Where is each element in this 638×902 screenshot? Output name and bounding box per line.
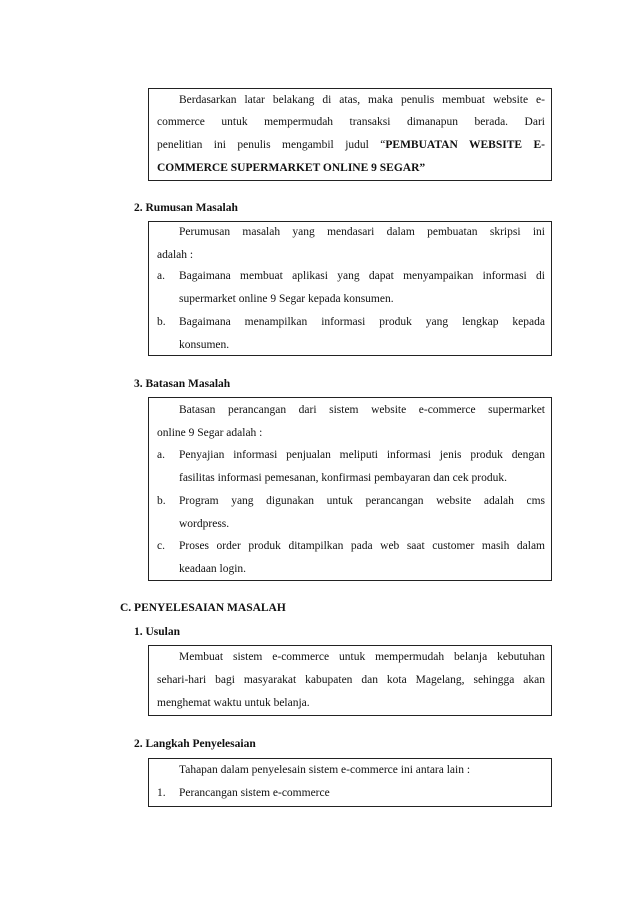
rumusan-item-a xyxy=(157,268,545,284)
batasan-box xyxy=(148,397,552,581)
usulan-box xyxy=(148,645,552,716)
batasan-item-c xyxy=(157,538,545,554)
list-marker: b. xyxy=(157,495,166,507)
batasan-item-a-cont xyxy=(157,470,545,486)
usulan-heading: 1. Usulan xyxy=(134,626,181,638)
rumusan-heading: 2. Rumusan Masalah xyxy=(134,202,238,214)
batasan-item-a xyxy=(157,447,545,463)
list-item-text: Proses order produk ditampilkan pada web saat customer masih dalam xyxy=(179,540,545,552)
rumusan-item-a-cont xyxy=(157,291,545,307)
latar-line-2: commerce untuk mempermudah transaksi dimanapun berada. Dari xyxy=(157,116,545,128)
rumusan-line-2: adalah : xyxy=(157,249,194,261)
list-marker: b. xyxy=(157,316,166,328)
list-item-text: Perancangan sistem e-commerce xyxy=(179,787,330,799)
batasan-heading: 3. Batasan Masalah xyxy=(134,378,231,390)
langkah-box xyxy=(148,758,552,807)
rumusan-line-1: Perumusan masalah yang mendasari dalam pembuatan skripsi ini xyxy=(179,226,545,238)
rumusan-item-b-cont xyxy=(157,337,545,353)
latar-belakang-box xyxy=(148,88,552,181)
rumusan-item-b xyxy=(157,314,545,330)
rumusan-box xyxy=(148,221,552,356)
batasan-line-1: Batasan perancangan dari sistem website e-commerce supermarket xyxy=(179,404,545,416)
batasan-item-b xyxy=(157,493,545,509)
latar-line-3-text: penelitian ini penulis mengambil judul “ xyxy=(157,139,386,151)
latar-line-3 xyxy=(157,137,545,153)
batasan-item-b-cont xyxy=(157,516,545,532)
usulan-line-3: menghemat waktu untuk belanja. xyxy=(157,697,310,709)
list-marker: a. xyxy=(157,270,165,282)
latar-title-part-2: COMMERCE SUPERMARKET ONLINE 9 SEGAR” xyxy=(157,162,426,174)
list-item-text: Bagaimana menampilkan informasi produk yang lengkap kepada xyxy=(179,316,545,328)
list-marker: c. xyxy=(157,540,165,552)
list-item-text: fasilitas informasi pemesanan, konfirmasi pembayaran dan cek produk. xyxy=(179,472,507,484)
langkah-line-1: Tahapan dalam penyelesain sistem e-commerce ini antara lain : xyxy=(179,764,471,776)
section-c-heading: C. PENYELESAIAN MASALAH xyxy=(120,602,286,614)
langkah-item-1 xyxy=(157,785,545,801)
list-item-text: supermarket online 9 Segar kepada konsumen. xyxy=(179,293,394,305)
latar-line-4 xyxy=(157,160,545,176)
langkah-heading: 2. Langkah Penyelesaian xyxy=(134,738,256,750)
list-item-text: Bagaimana membuat aplikasi yang dapat menyampaikan informasi di xyxy=(179,270,545,282)
list-item-text: wordpress. xyxy=(179,518,230,530)
usulan-line-2: sehari-hari bagi masyarakat kabupaten dan kota Magelang, sehingga akan xyxy=(157,674,545,686)
list-item-text: Program yang digunakan untuk perancangan website adalah cms xyxy=(179,495,545,507)
latar-line-1: Berdasarkan latar belakang di atas, maka penulis membuat website e- xyxy=(179,94,545,106)
list-item-text: Penyajian informasi penjualan meliputi informasi jenis produk dengan xyxy=(179,449,545,461)
latar-title-part-1: PEMBUATAN WEBSITE E- xyxy=(385,139,545,151)
usulan-line-1: Membuat sistem e-commerce untuk mempermudah belanja kebutuhan xyxy=(179,651,545,663)
batasan-line-2: online 9 Segar adalah : xyxy=(157,427,263,439)
list-item-text: keadaan login. xyxy=(179,563,247,575)
list-marker: a. xyxy=(157,449,165,461)
batasan-item-c-cont xyxy=(157,561,545,577)
list-item-text: konsumen. xyxy=(179,339,230,351)
list-marker: 1. xyxy=(157,787,166,799)
